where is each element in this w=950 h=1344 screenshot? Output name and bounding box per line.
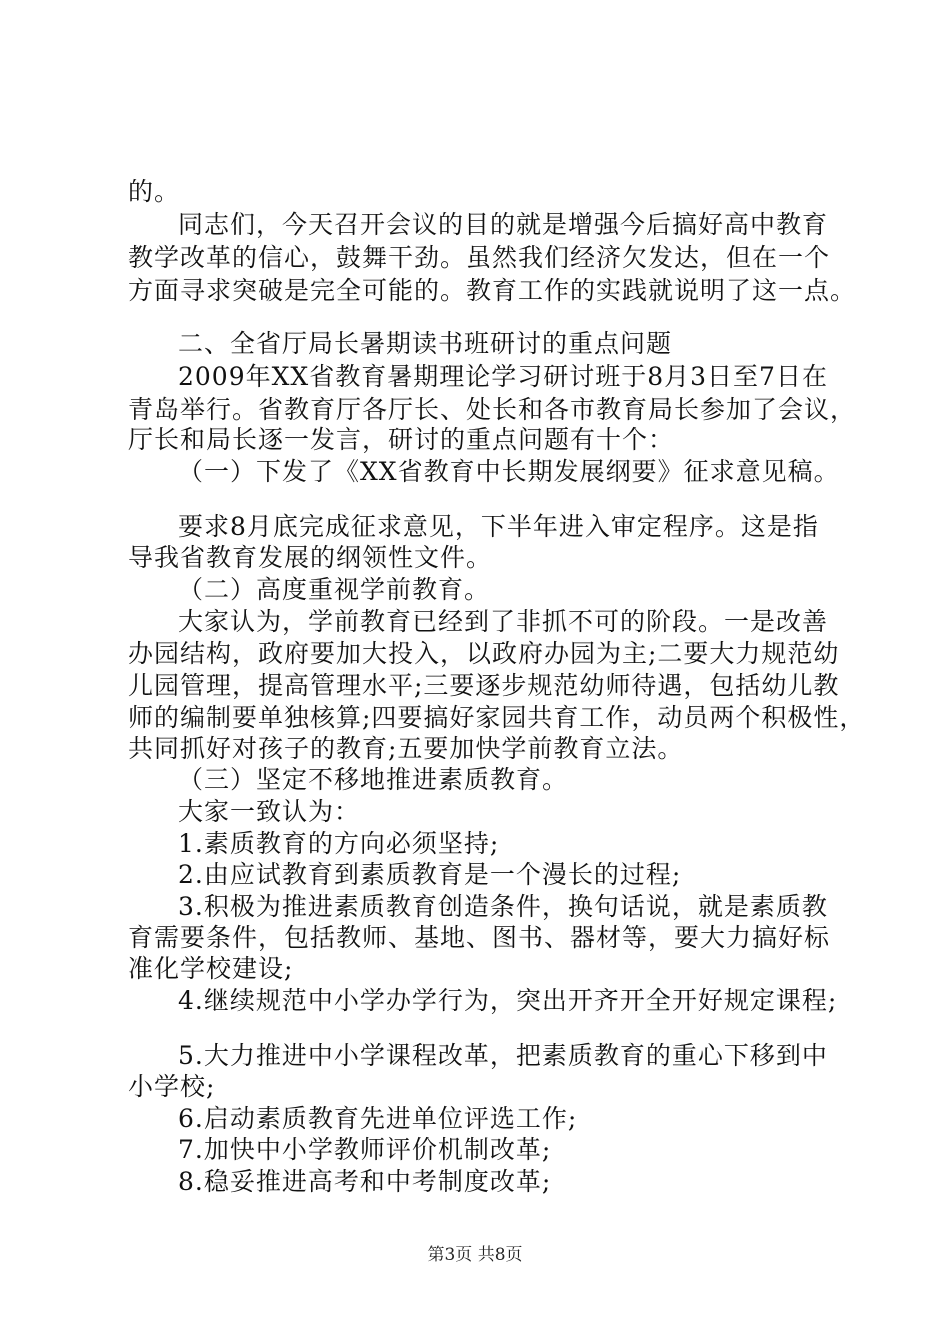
text-line: 同志们，今天召开会议的目的就是增强今后搞好高中教育 <box>178 210 829 239</box>
page-footer: 第3页 共8页 <box>427 1245 523 1265</box>
section-heading: 二、全省厅局长暑期读书班研讨的重点问题 <box>178 329 673 358</box>
subsection-heading: （一）下发了《XX省教育中长期发展纲要》征求意见稿。 <box>178 457 840 486</box>
text-line: 青岛举行。省教育厅各厅长、处长和各市教育局长参加了会议， <box>128 395 857 424</box>
text-line: 育需要条件，包括教师、基地、图书、器材等，要大力搞好标 <box>128 923 831 952</box>
list-item: 1.素质教育的方向必须坚持; <box>178 829 500 858</box>
list-item: 6.启动素质教育先进单位评选工作; <box>178 1104 578 1133</box>
text-line: 的。 <box>128 177 181 206</box>
subsection-heading: （三）坚定不移地推进素质教育。 <box>178 765 569 794</box>
text-line: 办园结构，政府要加大投入，以政府办园为主;二要大力规范幼 <box>128 639 840 668</box>
text-line: 教学改革的信心，鼓舞干劲。虽然我们经济欠发达，但在一个 <box>128 243 831 272</box>
text-line: 要求8月底完成征求意见，下半年进入审定程序。这是指 <box>178 512 819 541</box>
text-line: 师的编制要单独核算;四要搞好家园共育工作，动员两个积极性， <box>128 703 866 732</box>
text-line: 大家一致认为： <box>178 797 361 826</box>
list-item: 4.继续规范中小学办学行为，突出开齐开全开好规定课程; <box>178 986 838 1015</box>
text-line: 厅长和局长逐一发言，研讨的重点问题有十个： <box>128 425 675 454</box>
subsection-heading: （二）高度重视学前教育。 <box>178 575 491 604</box>
text-line: 方面寻求突破是完全可能的。教育工作的实践就说明了这一点。 <box>128 276 857 305</box>
text-line: 准化学校建设; <box>128 954 294 983</box>
list-item: 7.加快中小学教师评价机制改革; <box>178 1135 552 1164</box>
text-line: 共同抓好对孩子的教育;五要加快学前教育立法。 <box>128 734 684 763</box>
text-line: 2009年XX省教育暑期理论学习研讨班于8月3日至7日在 <box>178 362 828 391</box>
list-item: 5.大力推进中小学课程改革，把素质教育的重心下移到中 <box>178 1041 828 1070</box>
list-item: 8.稳妥推进高考和中考制度改革; <box>178 1167 552 1196</box>
text-line: 导我省教育发展的纲领性文件。 <box>128 543 493 572</box>
list-item: 3.积极为推进素质教育创造条件，换句话说，就是素质教 <box>178 892 828 921</box>
text-line: 小学校; <box>128 1072 216 1101</box>
text-line: 大家认为，学前教育已经到了非抓不可的阶段。一是改善 <box>178 607 829 636</box>
list-item: 2.由应试教育到素质教育是一个漫长的过程; <box>178 860 682 889</box>
text-line: 儿园管理，提高管理水平;三要逐步规范幼师待遇，包括幼儿教 <box>128 671 840 700</box>
